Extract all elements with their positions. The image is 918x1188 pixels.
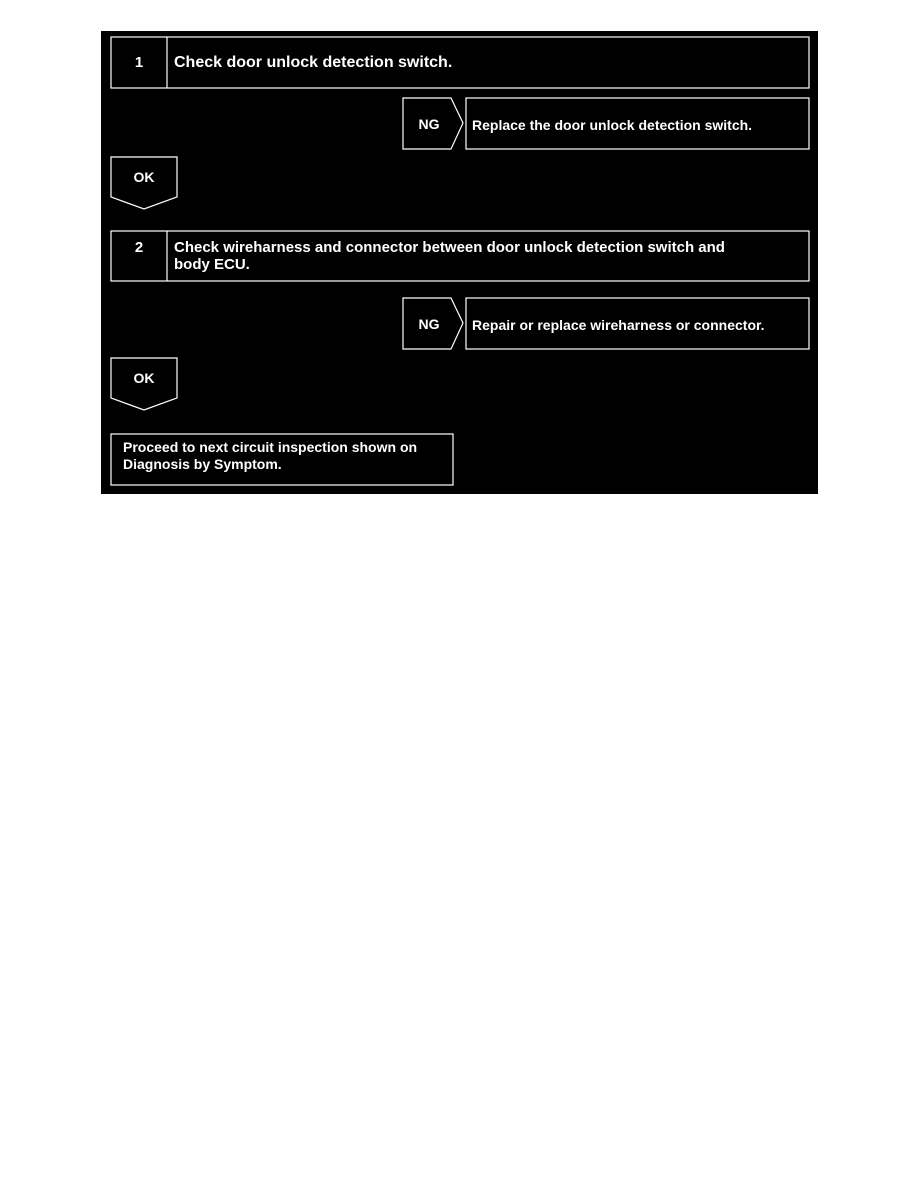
step-2-ng-label: NG [418, 316, 440, 332]
step-1-ok-label: OK [133, 169, 155, 185]
step-1-text: Check door unlock detection switch. [174, 54, 453, 71]
troubleshooting-flowchart [101, 31, 818, 494]
step-2-ok-label: OK [133, 370, 155, 386]
step-1-ng-result: Replace the door unlock detection switch. [472, 117, 753, 133]
step-1-ng-label: NG [418, 116, 440, 132]
final-text: Proceed to next circuit inspection shown on Diagnosis by Symptom. [123, 439, 418, 472]
step-2-text: Check wireharness and connector between door unlock detection switch and body ECU. [174, 239, 725, 273]
step-2-number: 2 [134, 239, 144, 256]
step-1-number: 1 [134, 54, 144, 71]
step-2-ng-result: Repair or replace wireharness or connector. [472, 317, 765, 333]
